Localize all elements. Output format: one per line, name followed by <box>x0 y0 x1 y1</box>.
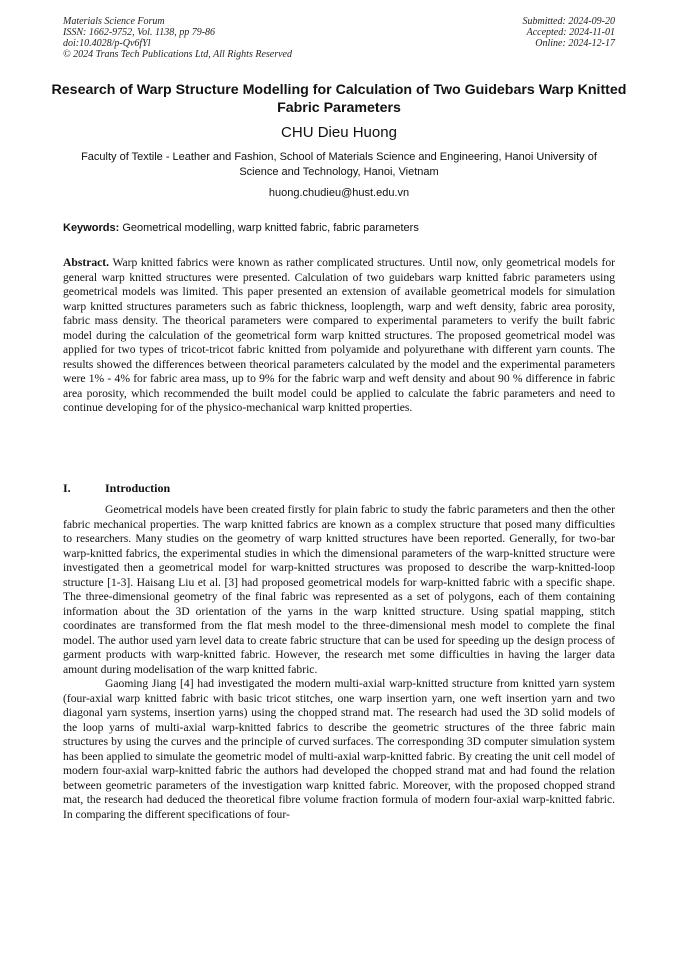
doi-line: doi:10.4028/p-Qv6fYl <box>63 38 151 49</box>
author-name: CHU Dieu Huong <box>281 124 397 141</box>
abstract-label: Abstract. <box>63 256 110 269</box>
author-email: huong.chudieu@hust.edu.vn <box>268 187 410 199</box>
publication-header-right <box>523 16 616 49</box>
section-title: Introduction <box>105 481 171 495</box>
publication-header-left <box>63 16 292 60</box>
section-body <box>63 503 615 822</box>
keywords-label: Keywords: <box>63 222 120 234</box>
author-affiliation: Faculty of Textile - Leather and Fashion, School of Materials Science and Engineering, Hanoi University of Science and Technology, Hanoi, Vietnam <box>81 151 597 178</box>
section-number: I. <box>63 481 71 495</box>
journal-name: Materials Science Forum <box>63 16 165 27</box>
abstract-text: Warp knitted fabrics were known as rather complicated structures. Until now, only geometrical models for general warp knitted structures were presented. Calculation of two guidebars warp knitted fabric parameters using geometrical models was limited. This paper presented an extension of available geometrical models for simulation warp knitted structures parameters such as fabric thickness, looplength, warp and weft density, fabric area porosity, fabric mass density. The theorical parameters were compared to experimental parameters to verify the built fabric model during the calculation of the geometrical form warp knitted structures. The proposed geometrical model was applied for two types of tricot-tricot fabric knitted from polyamide and polyurethane with different yarn counts. The results showed the differences between theorical parameters calculated by the model and the experimental parameters were 1% - 4% for fabric area mass, up to 9% for the fabric warp and weft density and about 90 % difference in fabric area porosity, which recommended the built model could be applied to calculate the fabric parameters and need to continue developing for of the physico-mechanical warp knitted properties. <box>63 256 615 414</box>
keywords <box>63 221 623 235</box>
abstract <box>63 256 615 416</box>
submitted-date: Submitted: 2024-09-20 <box>522 16 615 27</box>
body-paragraph: Geometrical models have been created firstly for plain fabric to study the fabric parameters and then the other fabric mechanical properties. The warp knitted fabrics are known as a complex structure that posed many difficulties to researchers. Many studies on the geometry of warp knitted structures have been reported. Generally, for two-bar warp-knitted fabrics, the experimental studies in which the dimensional parameters of the warp-knitted structure were investigated then a geometrical model for warp-knitted structures was proposed to describe the warp-knitted-loop structure [1-3]. Haisang Liu et al. [3] had proposed geometrical models for warp-knitted fabric with a specific shape. The three-dimensional geometry of the final fabric was represented as a set of polygons, each of them containing information about the 3D orientation of the yarns in the warp knitted structure. Using spatial mapping, stitch coordinates are transformed from the flat mesh model to the three-dimensional mesh model to complete the final model. The author used yarn level data to create fabric structure that can be used for speeding up the design process of garment products with warp-knitted fabric. However, the research met some difficulties in having the larger data amount during modelisation of the warp knitted fabric. <box>63 503 615 676</box>
copyright-line: © 2024 Trans Tech Publications Ltd, All Rights Reserved <box>63 49 292 60</box>
accepted-date: Accepted: 2024-11-01 <box>526 27 615 38</box>
keywords-text: Geometrical modelling, warp knitted fabric, fabric parameters <box>122 222 419 234</box>
section-heading <box>63 481 170 495</box>
online-date: Online: 2024-12-17 <box>535 38 615 49</box>
body-paragraph: Gaoming Jiang [4] had investigated the modern multi-axial warp-knitted structure from knitted yarn system (four-axial warp knitted fabric with basic tricot stitches, one warp insertion yarn, one weft insertion yarn and two diagonal yarn systems, insertion yarns) using the chopped strand mat. The research had used the 3D solid models of the loop yarns of multi-axial warp-knitted fabrics to describe the geometric structures of the three fabric main structures by using the curves and the principle of curved surfaces. The corresponding 3D computer simulation system has been applied to simulate the geometric model of multi-axial warp-knitted fabric. By creating the unit cell model of modern four-axial warp-knitted fabric the authors had developed the chopped strand mat and had found the relation between geometric parameters of the investigation warp knitted fabric. Moreover, with the proposed chopped strand mat, the research had deduced the theoretical fibre volume fraction formula of modern four-axial warp-knitted fabric. In comparing the different specifications of four- <box>63 677 615 821</box>
issn-line: ISSN: 1662-9752, Vol. 1138, pp 79-86 <box>63 27 216 38</box>
paper-title: Research of Warp Structure Modelling for Calculation of Two Guidebars Warp Knitted Fabric Parameters <box>51 82 627 116</box>
